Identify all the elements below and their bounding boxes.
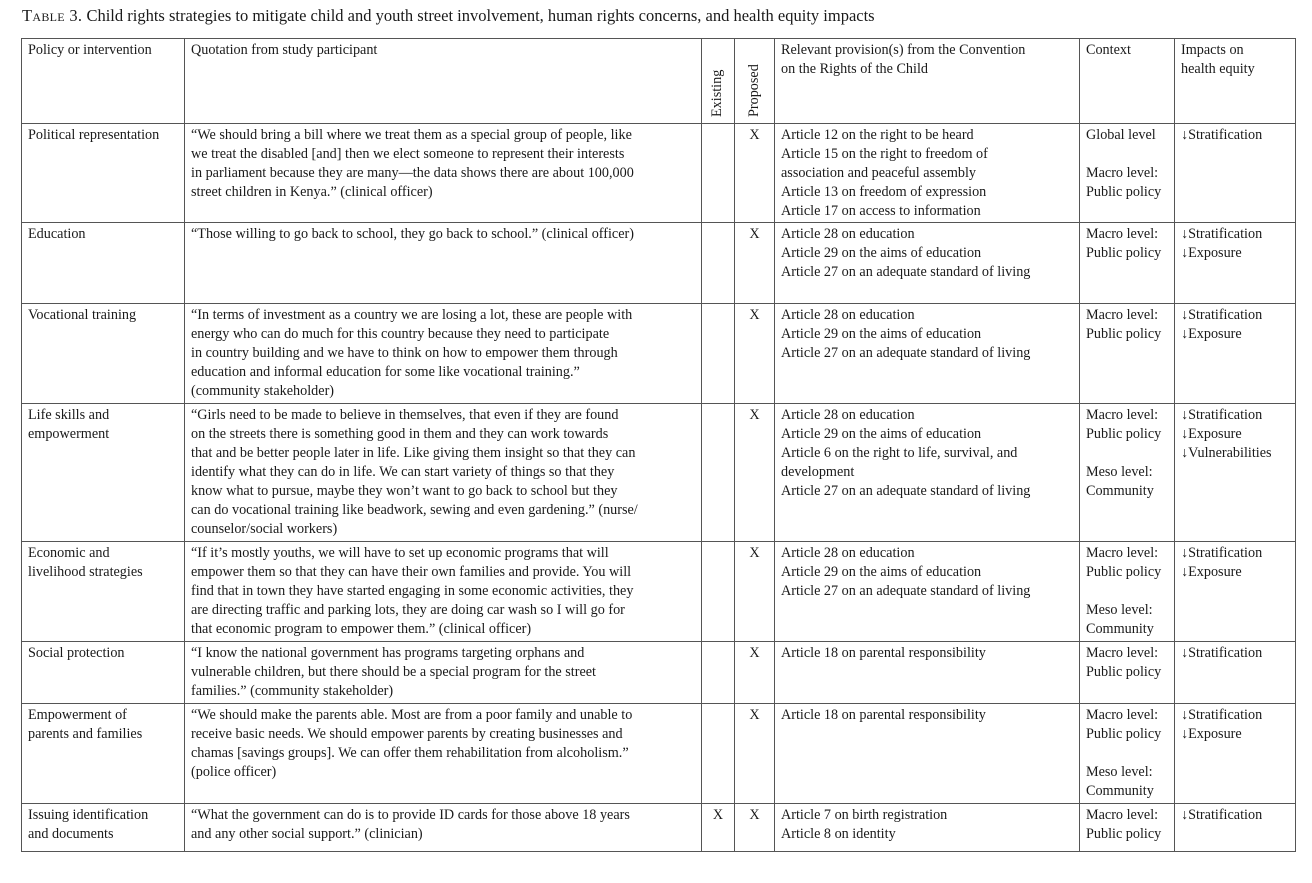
quotation-cell-line: “What the government can do is to provide ID cards for those above 18 years	[191, 807, 630, 823]
policy-cell	[22, 223, 185, 304]
header-impacts-line: health equity	[1181, 61, 1255, 77]
provisions-cell	[775, 542, 1080, 642]
context-cell	[1080, 223, 1175, 304]
provisions-cell	[775, 642, 1080, 704]
quotation-cell-line: “Those willing to go back to school, they go back to school.” (clinical officer)	[191, 226, 634, 242]
context-cell-line: Macro level:	[1086, 226, 1159, 242]
policy-cell-line: and documents	[28, 826, 114, 842]
existing-mark	[702, 404, 735, 542]
impacts-cell	[1175, 804, 1296, 852]
quotation-cell-line: that economic program to empower them.” (clinical officer)	[191, 621, 532, 637]
table-body	[22, 124, 1296, 852]
provisions-cell-line: development	[781, 464, 855, 480]
table-header-row	[22, 39, 1296, 124]
impacts-cell-line: ↓Exposure	[1181, 426, 1242, 442]
policy-cell-line: Social protection	[28, 645, 125, 661]
impacts-cell-line: ↓Stratification	[1181, 807, 1263, 823]
quotation-cell-line: empower them so that they can have their own families and provide. You will	[191, 564, 632, 580]
quotation-cell-line: families.” (community stakeholder)	[191, 683, 394, 699]
policy-cell-line: Issuing identification	[28, 807, 149, 823]
quotation-cell-line: energy who can do much for this country because they need to participate	[191, 326, 610, 342]
provisions-cell-line: Article 18 on parental responsibility	[781, 707, 986, 723]
context-cell-line: Macro level:	[1086, 165, 1159, 181]
quotation-cell-line: and any other social support.” (clinician)	[191, 826, 423, 842]
policy-cell-line: livelihood strategies	[28, 564, 143, 580]
context-cell-line: Community	[1086, 783, 1154, 799]
quotation-cell-line: receive basic needs. We should empower parents by creating businesses and	[191, 726, 623, 742]
impacts-cell-line: ↓Stratification	[1181, 645, 1263, 661]
proposed-mark: X	[735, 404, 775, 542]
quotation-cell	[185, 223, 702, 304]
provisions-cell	[775, 304, 1080, 404]
provisions-cell-line: Article 6 on the right to life, survival, and	[781, 445, 1018, 461]
quotation-cell-line: “We should bring a bill where we treat them as a special group of people, like	[191, 127, 632, 143]
context-cell-line: Public policy	[1086, 664, 1162, 680]
impacts-cell	[1175, 223, 1296, 304]
context-cell	[1080, 642, 1175, 704]
child-rights-strategies-table	[21, 38, 1296, 852]
table-row	[22, 704, 1296, 804]
quotation-cell-line: know what to pursue, maybe they won’t want to go back to school but they	[191, 483, 618, 499]
table-caption	[22, 6, 875, 26]
table-caption-label: Table 3.	[22, 6, 83, 25]
context-cell-line: Public policy	[1086, 426, 1162, 442]
quotation-cell-line: counselor/social workers)	[191, 521, 338, 537]
policy-cell	[22, 704, 185, 804]
quotation-cell-line: education and informal education for some like vocational training.”	[191, 364, 580, 380]
table-row	[22, 542, 1296, 642]
context-cell-line: Meso level:	[1086, 602, 1153, 618]
policy-cell-line: parents and families	[28, 726, 143, 742]
quotation-cell-line: in country building and we have to think on how to empower them through	[191, 345, 618, 361]
proposed-mark: X	[735, 542, 775, 642]
cell-spacer	[1086, 145, 1170, 164]
impacts-cell	[1175, 124, 1296, 223]
header-provisions	[775, 39, 1080, 124]
provisions-cell-line: association and peaceful assembly	[781, 165, 977, 181]
provisions-cell-line: Article 8 on identity	[781, 826, 896, 842]
context-cell-line: Public policy	[1086, 826, 1162, 842]
policy-cell	[22, 804, 185, 852]
policy-cell	[22, 304, 185, 404]
table-row	[22, 124, 1296, 223]
provisions-cell	[775, 404, 1080, 542]
provisions-cell-line: Article 27 on an adequate standard of living	[781, 483, 1031, 499]
policy-cell-line: Education	[28, 226, 86, 242]
quotation-cell-line: (community stakeholder)	[191, 383, 335, 399]
header-impacts-line: Impacts on	[1181, 42, 1244, 58]
quotation-cell-line: “Girls need to be made to believe in themselves, that even if they are found	[191, 407, 619, 423]
provisions-cell-line: Article 28 on education	[781, 226, 915, 242]
context-cell-line: Macro level:	[1086, 707, 1159, 723]
policy-cell-line: Political representation	[28, 127, 160, 143]
quotation-cell-line: chamas [savings groups]. We can offer them rehabilitation from alcoholism.”	[191, 745, 629, 761]
impacts-cell-line: ↓Stratification	[1181, 545, 1263, 561]
impacts-cell	[1175, 404, 1296, 542]
impacts-cell-line: ↓Stratification	[1181, 407, 1263, 423]
quotation-cell	[185, 704, 702, 804]
header-proposed-label: Proposed	[745, 64, 762, 117]
quotation-cell-line: vulnerable children, but there should be a special program for the street	[191, 664, 596, 680]
existing-mark	[702, 542, 735, 642]
quotation-cell-line: we treat the disabled [and] then we elect someone to represent their interests	[191, 146, 625, 162]
provisions-cell-line: Article 29 on the aims of education	[781, 326, 982, 342]
context-cell-line: Public policy	[1086, 326, 1162, 342]
impacts-cell-line: ↓Exposure	[1181, 726, 1242, 742]
provisions-cell	[775, 124, 1080, 223]
context-cell	[1080, 704, 1175, 804]
cell-spacer	[1086, 744, 1170, 763]
quotation-cell	[185, 804, 702, 852]
provisions-cell-line: Article 27 on an adequate standard of living	[781, 345, 1031, 361]
cell-spacer	[1086, 582, 1170, 601]
proposed-mark: X	[735, 804, 775, 852]
provisions-cell-line: Article 13 on freedom of expression	[781, 184, 987, 200]
header-impacts	[1175, 39, 1296, 124]
header-existing-label: Existing	[709, 69, 725, 117]
impacts-cell	[1175, 542, 1296, 642]
context-cell	[1080, 542, 1175, 642]
context-cell-line: Macro level:	[1086, 307, 1159, 323]
provisions-cell-line: Article 29 on the aims of education	[781, 426, 982, 442]
impacts-cell-line: ↓Exposure	[1181, 245, 1242, 261]
provisions-cell-line: Article 28 on education	[781, 545, 915, 561]
header-provisions-line: Relevant provision(s) from the Convention	[781, 42, 1026, 58]
policy-cell	[22, 542, 185, 642]
context-cell-line: Macro level:	[1086, 807, 1159, 823]
header-proposed	[735, 39, 775, 124]
quotation-cell-line: street children in Kenya.” (clinical officer)	[191, 184, 433, 200]
policy-cell	[22, 124, 185, 223]
impacts-cell	[1175, 304, 1296, 404]
context-cell-line: Global level	[1086, 127, 1156, 143]
provisions-cell	[775, 804, 1080, 852]
context-cell-line: Community	[1086, 483, 1154, 499]
quotation-cell-line: “I know the national government has programs targeting orphans and	[191, 645, 585, 661]
quotation-cell-line: (police officer)	[191, 764, 277, 780]
header-quotation: Quotation from study participant	[185, 39, 702, 124]
quotation-cell-line: are directing traffic and parking lots, they are doing car wash so I will go for	[191, 602, 625, 618]
context-cell-line: Public policy	[1086, 245, 1162, 261]
provisions-cell-line: Article 17 on access to information	[781, 203, 981, 219]
existing-mark	[702, 304, 735, 404]
quotation-cell-line: can do vocational training like beadwork, sewing and even gardening.” (nurse/	[191, 502, 638, 518]
context-cell-line: Public policy	[1086, 184, 1162, 200]
quotation-cell-line: identify what they can do in life. We can start variety of things so that they	[191, 464, 615, 480]
provisions-cell-line: Article 18 on parental responsibility	[781, 645, 986, 661]
proposed-mark: X	[735, 223, 775, 304]
quotation-cell-line: “In terms of investment as a country we are losing a lot, these are people with	[191, 307, 633, 323]
policy-cell-line: Vocational training	[28, 307, 137, 323]
header-context: Context	[1080, 39, 1175, 124]
provisions-cell-line: Article 29 on the aims of education	[781, 564, 982, 580]
impacts-cell-line: ↓Vulnerabilities	[1181, 445, 1272, 461]
policy-cell	[22, 404, 185, 542]
table-row	[22, 804, 1296, 852]
quotation-cell-line: “If it’s mostly youths, we will have to set up economic programs that will	[191, 545, 609, 561]
context-cell-line: Meso level:	[1086, 764, 1153, 780]
quotation-cell	[185, 642, 702, 704]
impacts-cell-line: ↓Exposure	[1181, 564, 1242, 580]
proposed-mark: X	[735, 704, 775, 804]
provisions-cell-line: Article 27 on an adequate standard of living	[781, 264, 1031, 280]
existing-mark	[702, 642, 735, 704]
existing-mark	[702, 124, 735, 223]
quotation-cell-line: that and be better people later in life. Like giving them insight so that they can	[191, 445, 636, 461]
context-cell-line: Macro level:	[1086, 545, 1159, 561]
proposed-mark: X	[735, 124, 775, 223]
header-existing	[702, 39, 735, 124]
provisions-cell-line: Article 27 on an adequate standard of living	[781, 583, 1031, 599]
provisions-cell-line: Article 28 on education	[781, 407, 915, 423]
impacts-cell-line: ↓Stratification	[1181, 127, 1263, 143]
quotation-cell-line: in parliament because they are many—the data shows there are about 100,000	[191, 165, 634, 181]
context-cell	[1080, 124, 1175, 223]
quotation-cell	[185, 124, 702, 223]
context-cell-line: Public policy	[1086, 564, 1162, 580]
provisions-cell-line: Article 15 on the right to freedom of	[781, 146, 988, 162]
header-provisions-line: on the Rights of the Child	[781, 61, 928, 77]
policy-cell-line: Life skills and	[28, 407, 110, 423]
context-cell-line: Community	[1086, 621, 1154, 637]
table-row	[22, 642, 1296, 704]
table-row	[22, 404, 1296, 542]
quotation-cell-line: “We should make the parents able. Most are from a poor family and unable to	[191, 707, 633, 723]
proposed-mark: X	[735, 304, 775, 404]
provisions-cell	[775, 223, 1080, 304]
context-cell	[1080, 804, 1175, 852]
context-cell-line: Macro level:	[1086, 645, 1159, 661]
context-cell	[1080, 404, 1175, 542]
table-row	[22, 304, 1296, 404]
impacts-cell	[1175, 642, 1296, 704]
proposed-mark: X	[735, 642, 775, 704]
provisions-cell-line: Article 28 on education	[781, 307, 915, 323]
quotation-cell-line: find that in town they have started engaging in some economic activities, they	[191, 583, 634, 599]
table-caption-text: Child rights strategies to mitigate child and youth street involvement, human rights concerns, and health equity impacts	[82, 6, 875, 25]
existing-mark: X	[702, 804, 735, 852]
context-cell	[1080, 304, 1175, 404]
policy-cell-line: empowerment	[28, 426, 110, 442]
existing-mark	[702, 704, 735, 804]
existing-mark	[702, 223, 735, 304]
quotation-cell-line: on the streets there is something good in them and they can work towards	[191, 426, 609, 442]
impacts-cell	[1175, 704, 1296, 804]
provisions-cell-line: Article 12 on the right to be heard	[781, 127, 974, 143]
quotation-cell	[185, 404, 702, 542]
impacts-cell-line: ↓Exposure	[1181, 326, 1242, 342]
provisions-cell	[775, 704, 1080, 804]
table-row	[22, 223, 1296, 304]
context-cell-line: Meso level:	[1086, 464, 1153, 480]
header-policy: Policy or intervention	[22, 39, 185, 124]
quotation-cell	[185, 304, 702, 404]
context-cell-line: Public policy	[1086, 726, 1162, 742]
impacts-cell-line: ↓Stratification	[1181, 707, 1263, 723]
impacts-cell-line: ↓Stratification	[1181, 307, 1263, 323]
provisions-cell-line: Article 7 on birth registration	[781, 807, 948, 823]
policy-cell	[22, 642, 185, 704]
policy-cell-line: Economic and	[28, 545, 110, 561]
cell-spacer	[1086, 444, 1170, 463]
impacts-cell-line: ↓Stratification	[1181, 226, 1263, 242]
provisions-cell-line: Article 29 on the aims of education	[781, 245, 982, 261]
context-cell-line: Macro level:	[1086, 407, 1159, 423]
policy-cell-line: Empowerment of	[28, 707, 127, 723]
quotation-cell	[185, 542, 702, 642]
